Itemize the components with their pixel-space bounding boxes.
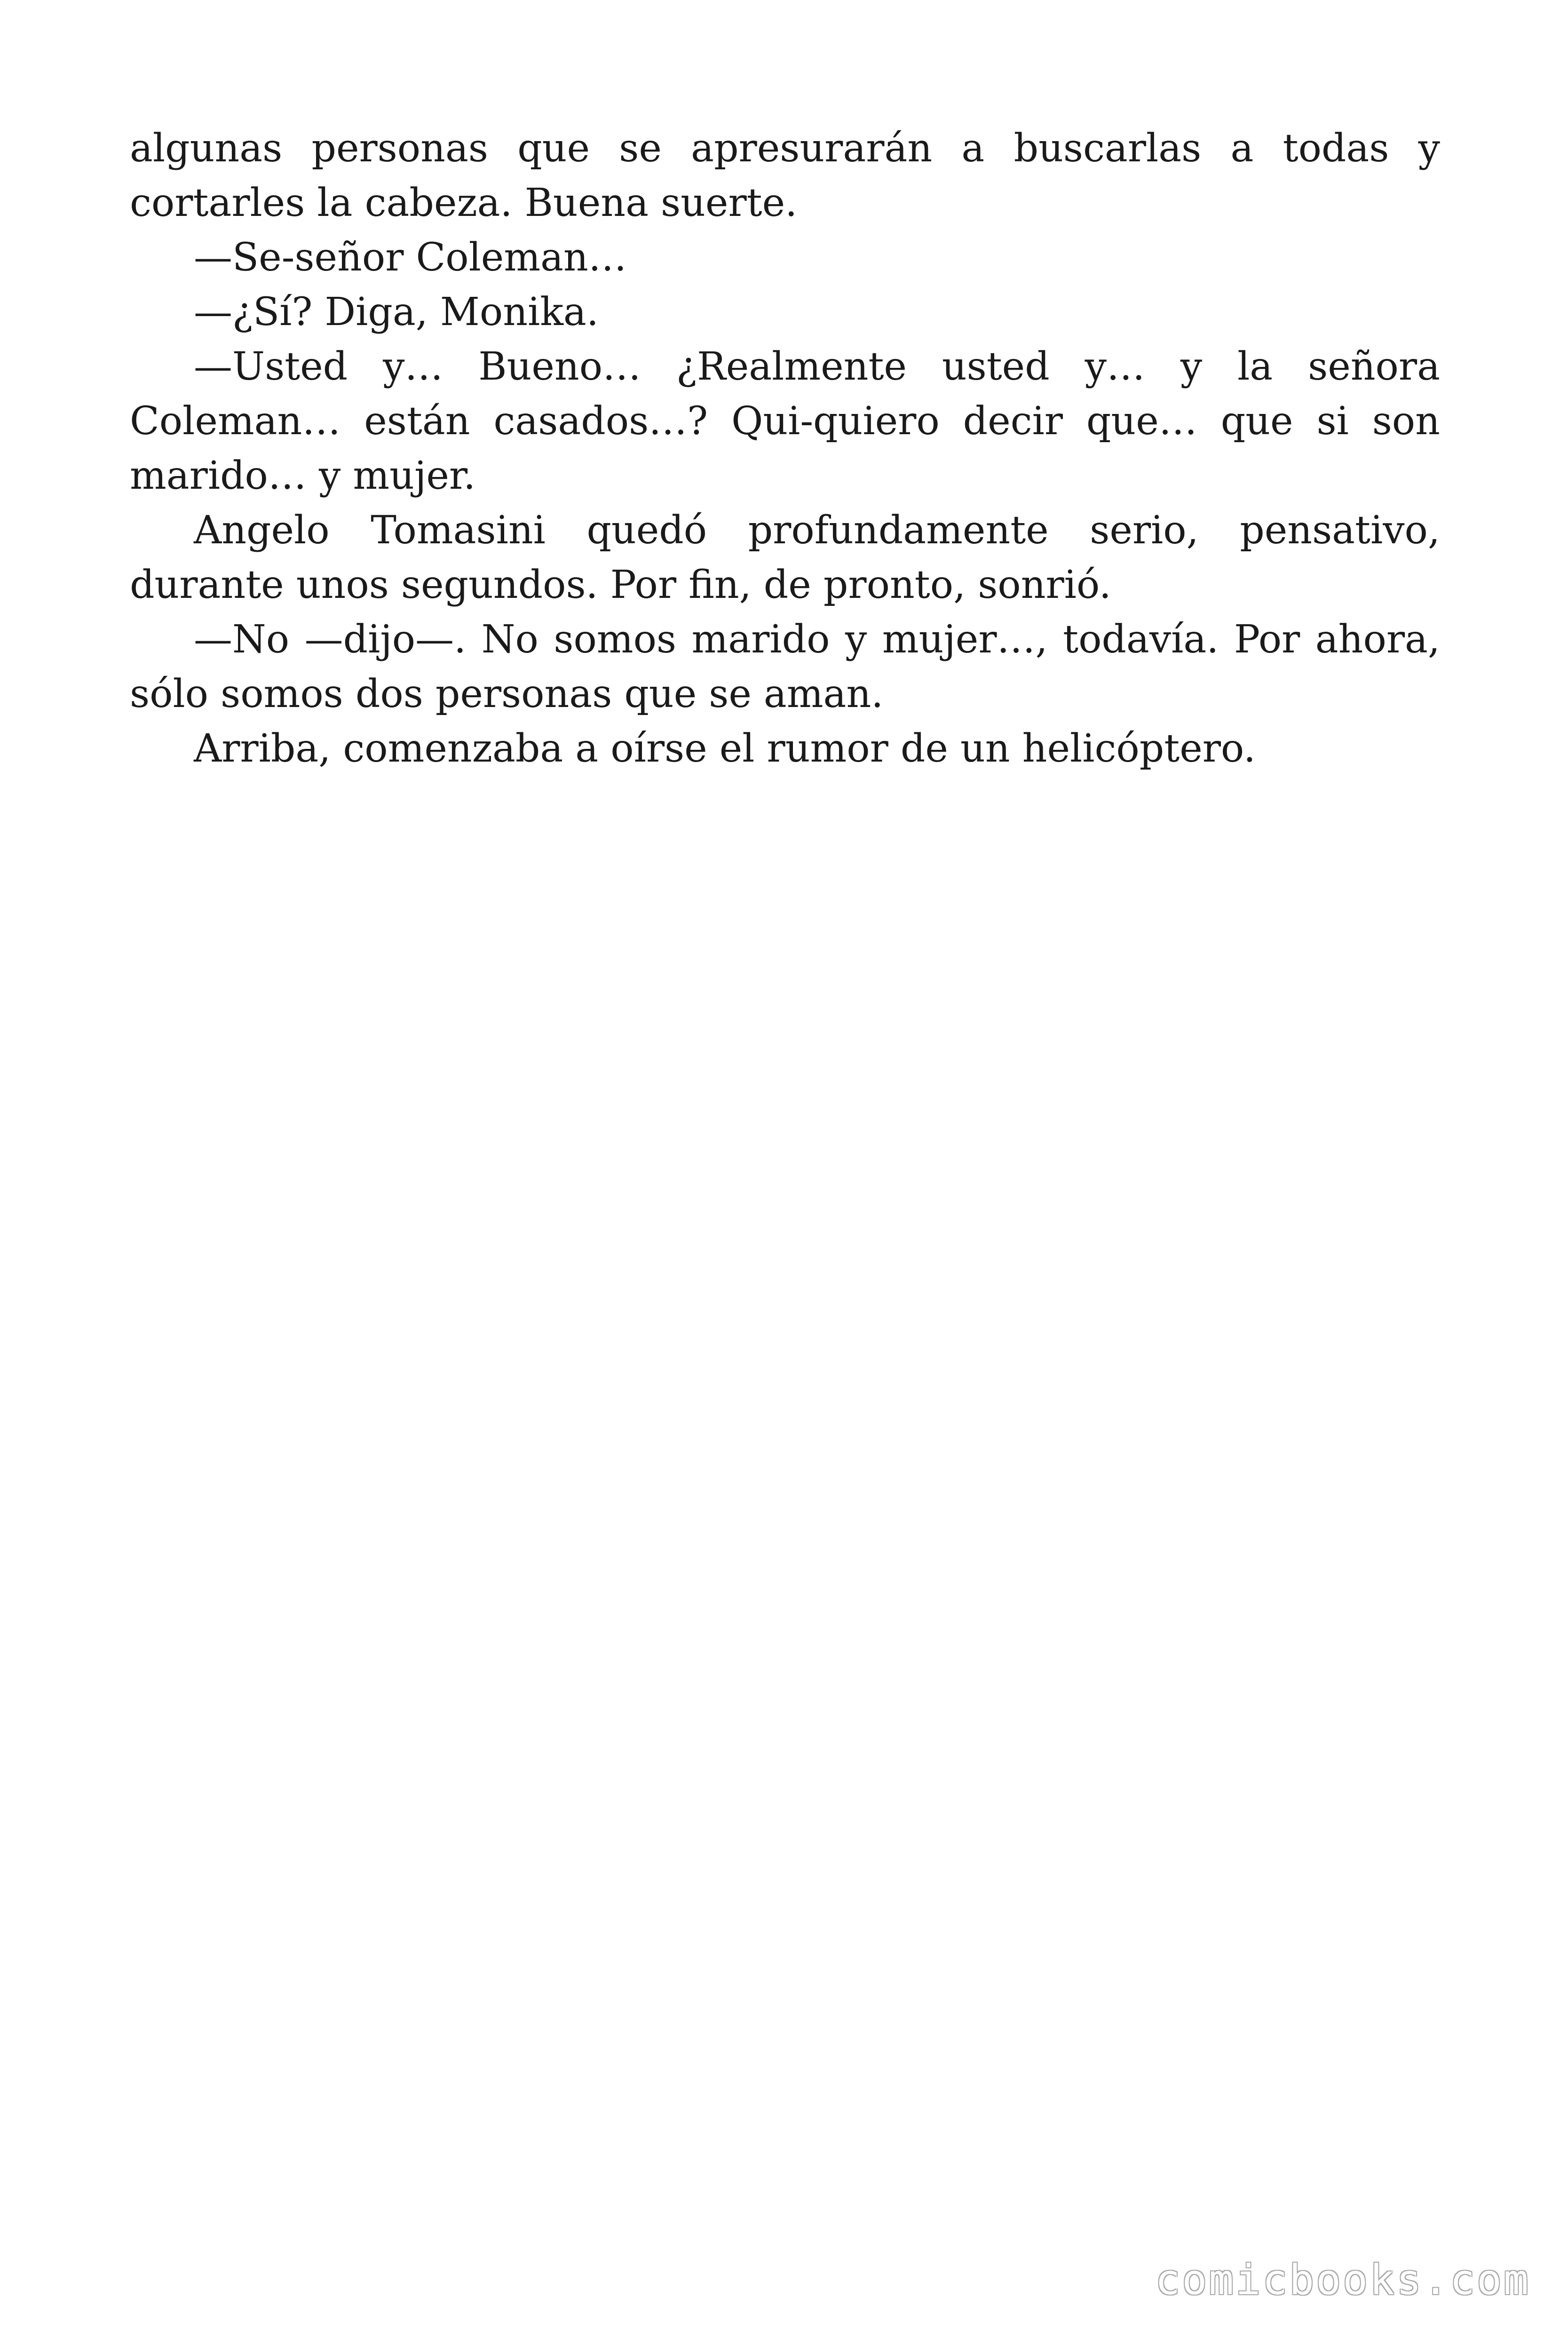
paragraph-6: —No —dijo—. No somos marido y mujer…, todavía. Por ahora, sólo somos dos personas que se aman. xyxy=(130,617,1440,716)
paragraph-7: Arriba, comenzaba a oírse el rumor de un helicóptero. xyxy=(194,726,1256,771)
paragraph-3: —¿Sí? Diga, Monika. xyxy=(194,290,599,334)
paragraph-1: algunas personas que se apresurarán a buscarlas a todas y cortarles la cabeza. Buena suerte. xyxy=(130,126,1440,225)
paragraph-4: —Usted y… Bueno… ¿Realmente usted y… y la señora Coleman… están casados…? Qui-quiero decir que… que si son marido… y mujer. xyxy=(130,344,1440,498)
body-text xyxy=(130,121,1440,776)
paragraph-5: Angelo Tomasini quedó profundamente serio, pensativo, durante unos segundos. Por fin, de pronto, sonrió. xyxy=(130,508,1440,607)
watermark: comicbooks.com xyxy=(1155,2256,1530,2304)
paragraph-2: —Se-señor Coleman… xyxy=(194,235,627,280)
